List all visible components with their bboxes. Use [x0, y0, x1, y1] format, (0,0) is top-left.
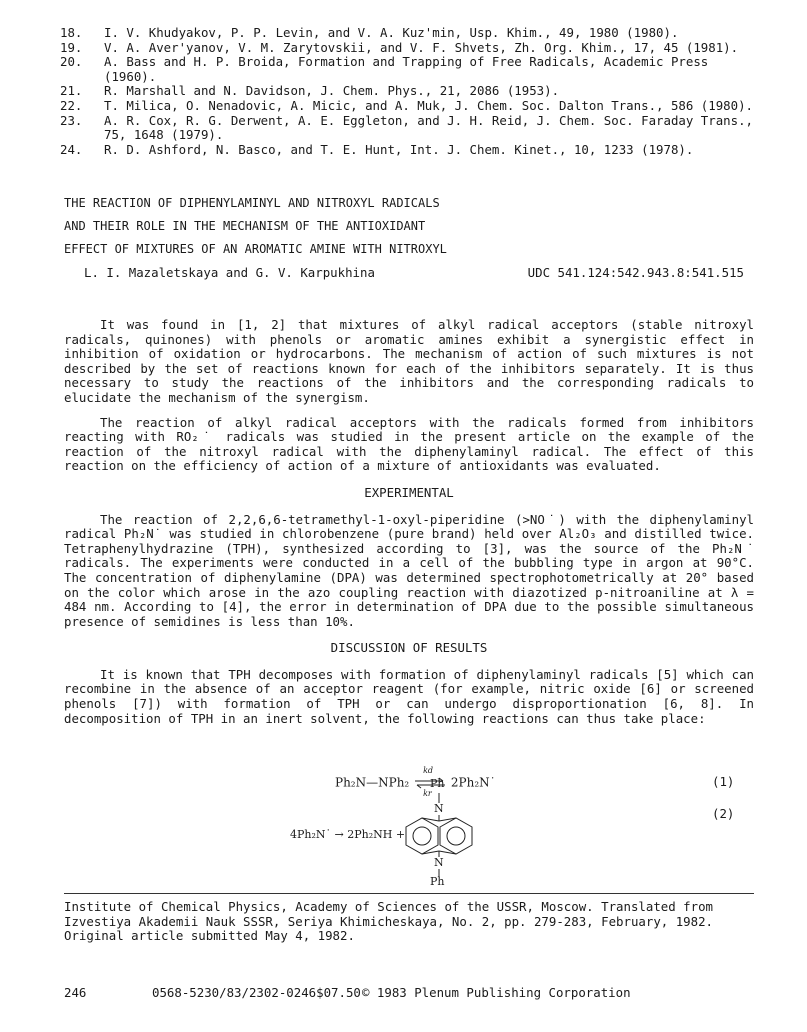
eq2-ph-bottom: Ph: [430, 875, 445, 888]
authors: L. I. Mazaletskaya and G. V. Karpukhina: [84, 265, 375, 280]
intro-paragraph: The reaction of alkyl radical acceptors with the radicals formed from inhibitors reacting with RO₂˙ radicals was studied in the present article on the example of the reaction of the nitroxyl radical with the diphenylaminyl radical. The effect of this reaction on the efficiency of action of a mixture of antioxidants was evaluated.: [64, 414, 754, 474]
equation-1-number: (1): [712, 774, 735, 789]
reference-item: [60, 26, 760, 41]
reference-number: 19.: [60, 39, 83, 55]
reference-number: 21.: [60, 83, 83, 99]
reference-number: 24.: [60, 141, 83, 157]
reference-text: I. V. Khudyakov, P. P. Levin, and V. A. Kuz'min, Usp. Khim., 49, 1980 (1980).: [104, 25, 679, 40]
page-number: 246: [64, 985, 87, 1000]
title-line: THE REACTION OF DIPHENYLAMINYL AND NITROXYL RADICALS: [64, 196, 440, 210]
eq2-n-bottom: N: [434, 856, 444, 869]
reference-text: A. R. Cox, R. G. Derwent, A. E. Eggleton, and J. H. Reid, J. Chem. Soc. Faraday Trans., 75, 1648 (1979).: [104, 112, 754, 143]
discussion-heading: DISCUSSION OF RESULTS: [330, 640, 488, 656]
reference-number: 20.: [60, 54, 83, 70]
experimental-paragraph: The reaction of 2,2,6,6-tetramethyl-1-oxyl-piperidine (>NO˙) with the diphenylaminyl radical Ph₂N˙ was studied in chlorobenzene (pure brand) held over Al₂O₃ and distilled twice. Tetraphenylhydrazine (TPH), synthesized according to [3], was the source of the Ph₂N˙ radicals. The experiments were conducted in a cell of the bubbling type in argon at 90°C. The concentration of diphenylamine (DPA) was determined spectrophotometrically at 20° based on the color which arose in the azo coupling reaction with diazotized p-nitroaniline at λ = 484 nm. According to [4], the error in determination of DPA due to the possible simultaneous presence of semidines is less than 10%.: [64, 511, 754, 629]
reference-text: R. Marshall and N. Davidson, J. Chem. Phys., 21, 2086 (1953).: [104, 83, 560, 99]
eq1-kr-label: kr: [423, 789, 432, 798]
eq1-kd-label: kd: [423, 766, 434, 775]
reference-item: [60, 84, 760, 99]
eq2-left: 4Ph₂N˙ → 2Ph₂NH +: [290, 828, 406, 841]
reference-item: [60, 41, 760, 56]
discussion-paragraph: It is known that TPH decomposes with formation of diphenylaminyl radicals [5] which can recombine in the absence of an acceptor reagent (for example, nitric oxide [6] or screened phenols [7]) with formation of TPH or can undergo disproportionation [6, 8]. In decomposition of TPH in an inert solvent, the following reactions can thus take place:: [64, 666, 754, 726]
title-line: AND THEIR ROLE IN THE MECHANISM OF THE ANTIOXIDANT: [64, 219, 426, 233]
reference-number: 22.: [60, 97, 83, 113]
reference-list: [60, 26, 760, 157]
equation-2-number: (2): [712, 806, 735, 821]
reference-item: [60, 55, 760, 84]
reference-item: [60, 99, 760, 114]
reference-item: [60, 114, 760, 143]
footnote: Institute of Chemical Physics, Academy of Sciences of the USSR, Moscow. Translated from Izvestiya Akademii Nauk SSSR, Seriya Khimicheskaya, No. 2, pp. 279-283, February, 1982. Original article submitted May 4, 1982.: [64, 893, 754, 944]
byline: [84, 266, 744, 281]
intro-paragraph: It was found in [1, 2] that mixtures of alkyl radical acceptors (stable nitroxyl radicals, quinones) with phenols or aromatic amines exhibit a synergistic effect in inhibition of oxidation or hydrocarbons. The mechanism of action of such mixtures is not described by the set of reactions known for each of the inhibitors separately. It is thus necessary to study the reactions of the inhibitors and the corresponding radicals to elucidate the mechanism of the synergism.: [64, 317, 754, 405]
reference-item: [60, 143, 760, 158]
title-line: EFFECT OF MIXTURES OF AN AROMATIC AMINE WITH NITROXYL: [64, 242, 447, 256]
eq1-right: 2Ph₂N˙: [450, 775, 496, 790]
article-body: [64, 318, 754, 736]
reference-text: R. D. Ashford, N. Basco, and T. E. Hunt, Int. J. Chem. Kinet., 10, 1233 (1978).: [104, 141, 694, 157]
reference-number: 23.: [60, 112, 83, 128]
reference-text: V. A. Aver'yanov, V. M. Zarytovskii, and V. F. Shvets, Zh. Org. Khim., 17, 45 (1981).: [104, 39, 739, 55]
experimental-heading: EXPERIMENTAL: [364, 484, 454, 500]
eq2-ph-top: Ph: [430, 777, 445, 790]
reference-number: 18.: [60, 25, 83, 40]
article-title: [64, 192, 624, 261]
eq1-left: Ph₂N—NPh₂: [335, 775, 410, 790]
eq2-n-top: N: [434, 802, 444, 815]
reference-text: A. Bass and H. P. Broida, Formation and Trapping of Free Radicals, Academic Press (1960).: [104, 54, 709, 84]
article-code: 0568-5230/83/2302-0246$07.50: [152, 985, 361, 1000]
copyright: © 1983 Plenum Publishing Corporation: [362, 985, 631, 1000]
page-footer: [64, 986, 754, 1001]
reference-text: T. Milica, O. Nenadovic, A. Micic, and A. Muk, J. Chem. Soc. Dalton Trans., 586 (1980).: [104, 97, 754, 113]
udc-code: UDC 541.124:542.943.8:541.515: [527, 265, 744, 280]
